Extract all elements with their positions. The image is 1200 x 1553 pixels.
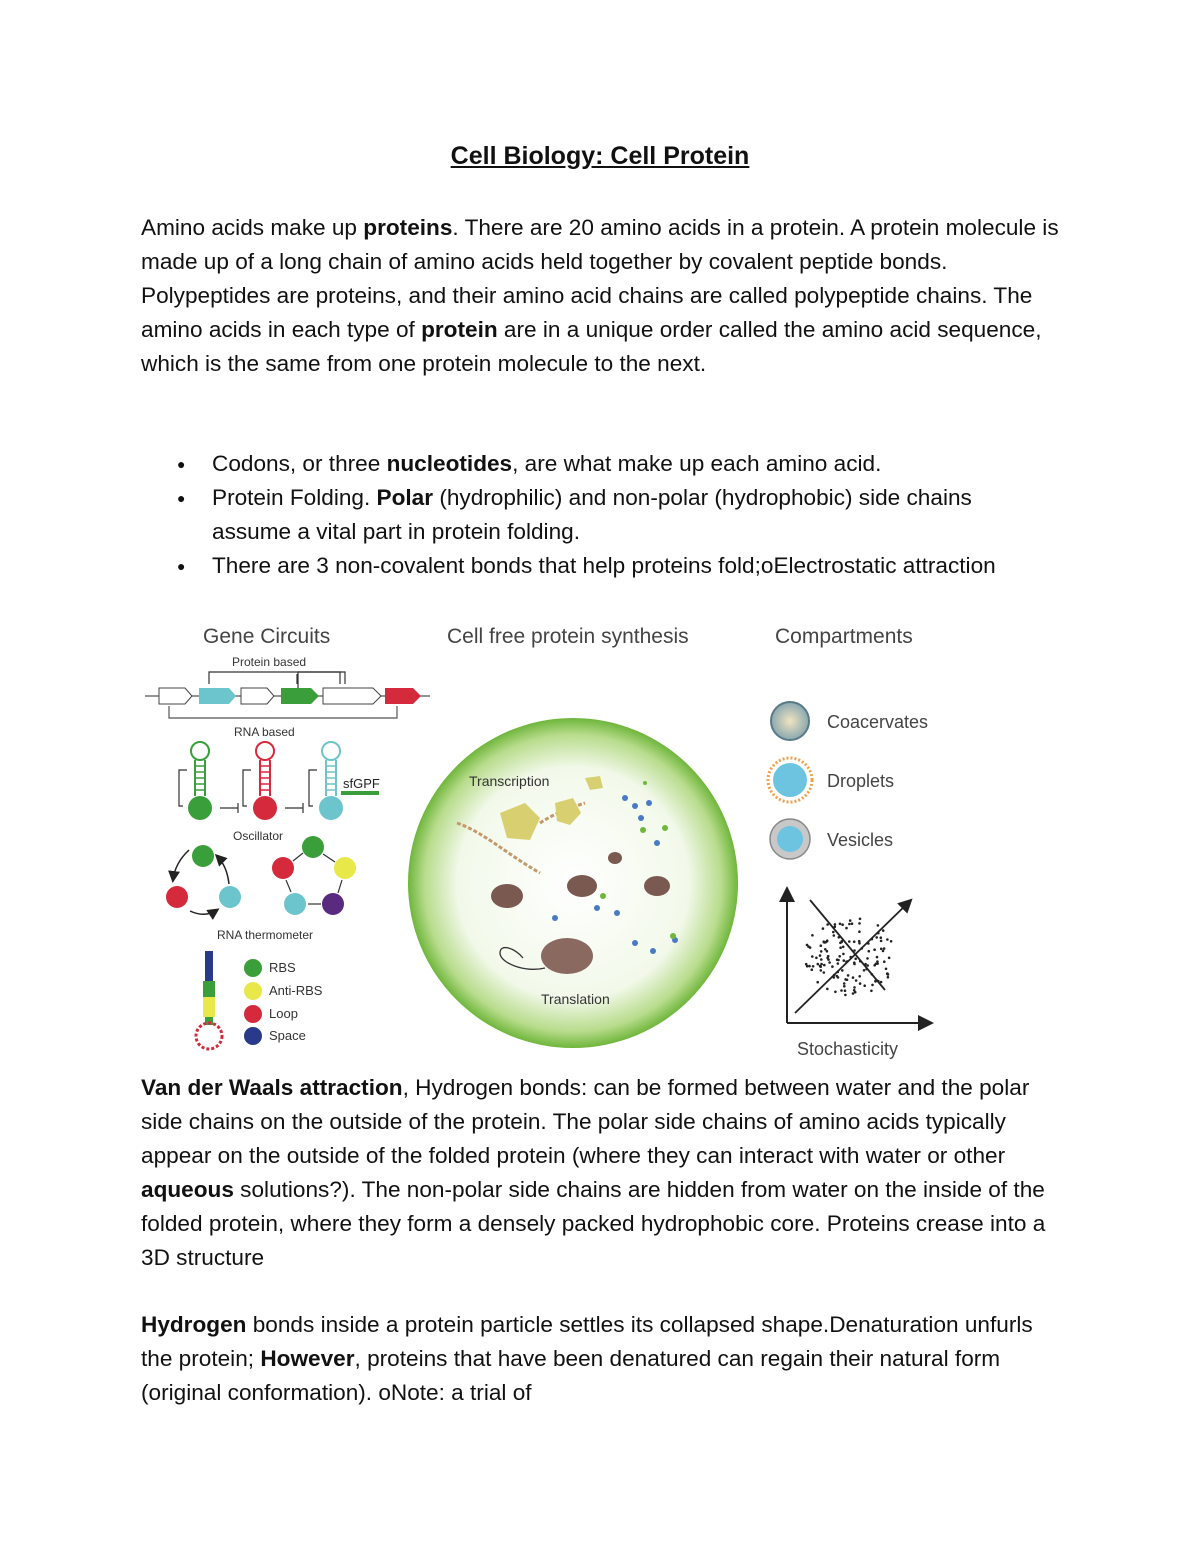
scatter-point (843, 985, 846, 988)
stochasticity-plot (787, 890, 930, 1059)
text-run: solutions?). The non-polar side chains are hidden from water on the inside of the folded protein, where they form a densely packed hydrophobic core. Proteins crease into a 3D structure (141, 1177, 1046, 1270)
legend-space: Space (269, 1028, 306, 1043)
scatter-point (851, 922, 854, 925)
scatter-point (853, 989, 856, 992)
bold-term: However (260, 1346, 355, 1371)
scatter-point (859, 918, 862, 921)
scatter-point (838, 955, 841, 958)
scatter-point (826, 950, 829, 953)
scatter-point (812, 965, 815, 968)
scatter-point (844, 994, 847, 997)
scatter-point (865, 968, 868, 971)
scatter-point (845, 961, 848, 964)
scatter-point (890, 940, 893, 943)
scatter-point (831, 965, 834, 968)
rna-thermometer-label: RNA thermometer (217, 928, 314, 942)
scatter-point (839, 946, 842, 949)
scatter-point (880, 940, 883, 943)
green-node (188, 796, 212, 820)
scatter-point (833, 934, 836, 937)
scatter-point (874, 980, 877, 983)
paragraph-amino-acids (141, 211, 1061, 381)
legend-space-dot (244, 1027, 262, 1045)
scatter-point (863, 969, 866, 972)
scatter-point (808, 965, 811, 968)
scatter-point (823, 971, 826, 974)
bullet-list (141, 447, 1041, 583)
scatter-point (836, 975, 839, 978)
text-run: Codons, or three (212, 451, 387, 476)
scatter-point (867, 942, 870, 945)
scatter-point (852, 992, 855, 995)
scatter-point (811, 955, 814, 958)
scatter-point (853, 961, 856, 964)
scatter-point (849, 919, 852, 922)
scatter-point (843, 982, 846, 985)
scatter-point (838, 936, 841, 939)
scatter-point (853, 949, 856, 952)
list-item (141, 447, 1041, 481)
text-run: , Hydrogen bonds: can be formed between water and the polar side chains on the outside of the protein. The polar side chains of amino acids typically appear on the outside of the folded protein (where they can interact with water or other (141, 1075, 1030, 1168)
scatter-point (877, 924, 880, 927)
scatter-point (868, 950, 871, 953)
scatter-point (842, 946, 845, 949)
scatter-point (805, 963, 808, 966)
scatter-point (820, 963, 823, 966)
scatter-point (811, 934, 814, 937)
scatter-point (858, 940, 861, 943)
scatter-point (859, 960, 862, 963)
bold-term: Van der Waals attraction (141, 1075, 403, 1100)
scatter-point (886, 938, 889, 941)
scatter-point (815, 957, 818, 960)
scatter-point (886, 972, 889, 975)
rna-thermometer (196, 928, 323, 1049)
scatter-point (840, 989, 843, 992)
scatter-point (859, 982, 862, 985)
scatter-point (834, 991, 837, 994)
scatter-point (888, 957, 891, 960)
scatter-point (839, 923, 842, 926)
scatter-point (834, 923, 837, 926)
translation-label: Translation (541, 991, 610, 1007)
scatter-point (873, 948, 876, 951)
scatter-point (880, 936, 883, 939)
scatter-point (833, 974, 836, 977)
scatter-point (822, 927, 825, 930)
heading-cell-free: Cell free protein synthesis (447, 625, 689, 648)
bold-term: aqueous (141, 1177, 234, 1202)
scatter-point (826, 988, 829, 991)
scatter-point (875, 963, 878, 966)
scatter-point (817, 963, 820, 966)
scatter-point (819, 954, 822, 957)
scatter-point (883, 960, 886, 963)
paragraph-van-der-waals (141, 1071, 1061, 1275)
text-run: Amino acids make up (141, 215, 364, 240)
list-item (141, 549, 1041, 583)
text-run: are in a unique order called the amino acid sequence, which is the same from one protein molecule to the next. (141, 317, 1042, 376)
text-run: Protein Folding. (212, 485, 377, 510)
heading-compartments: Compartments (775, 625, 913, 648)
scatter-point (852, 976, 855, 979)
synthetic-biology-figure (145, 618, 945, 1064)
legend-rbs: RBS (269, 960, 296, 975)
scatter-point (820, 958, 823, 961)
scatter-point (876, 956, 879, 959)
bold-term: nucleotides (386, 451, 513, 476)
droplets-label: Droplets (827, 771, 895, 791)
compartments (768, 702, 928, 859)
scatter-point (844, 989, 847, 992)
bold-term: Polar (376, 485, 434, 510)
scatter-point (837, 962, 840, 965)
text-run: , proteins that have been denatured can regain their natural form (original conformation). oNote: a trial of (141, 1346, 1001, 1405)
scatter-point (806, 944, 809, 947)
scatter-point (871, 973, 874, 976)
scatter-point (853, 986, 856, 989)
scatter-point (826, 957, 829, 960)
bold-term: Hydrogen (141, 1312, 247, 1337)
scatter-point (849, 956, 852, 959)
scatter-point (841, 923, 844, 926)
scatter-point (877, 932, 880, 935)
scatter-point (833, 976, 836, 979)
scatter-point (883, 947, 886, 950)
scatter-point (858, 930, 861, 933)
scatter-point (845, 927, 848, 930)
heading-gene-circuits: Gene Circuits (203, 625, 331, 648)
scatter-point (871, 938, 874, 941)
legend-antirbs-dot (244, 982, 262, 1000)
scatter-point (837, 959, 840, 962)
scatter-point (834, 926, 837, 929)
scatter-point (880, 948, 883, 951)
scatter-point (882, 950, 885, 953)
rna-hairpins (179, 742, 380, 820)
scatter-point (844, 978, 847, 981)
scatter-point (861, 947, 864, 950)
scatter-point (811, 968, 814, 971)
text-run: bonds inside a protein particle settles its collapsed shape.Denaturation unfurls the protein; (141, 1312, 1033, 1371)
scatter-point (858, 975, 861, 978)
scatter-point (876, 960, 879, 963)
vesicles-label: Vesicles (827, 830, 894, 850)
protein-based-circuit (145, 655, 430, 739)
scatter-point (841, 969, 844, 972)
text-run: . There are 20 amino acids in a protein. A protein molecule is made up of a long chain of amino acids held together by covalent peptide bonds. Polypeptides are proteins, and their amino acid chains are called polypeptide chains. The amino acids in each type of (141, 215, 1059, 342)
coacervate-icon (771, 702, 809, 740)
scatter-point (826, 940, 829, 943)
cyan-node (319, 796, 343, 820)
scatter-point (887, 976, 890, 979)
scatter-point (866, 957, 869, 960)
legend-rbs-dot (244, 959, 262, 977)
scatter-point (885, 968, 888, 971)
sfgpf-label: sfGPF (343, 776, 380, 791)
bold-term: protein (421, 317, 498, 342)
scatter-point (820, 950, 823, 953)
scatter-point (875, 936, 878, 939)
transcription-label: Transcription (469, 773, 550, 789)
scatter-point (855, 979, 858, 982)
text-run: There are 3 non-covalent bonds that help proteins fold;oElectrostatic attraction (212, 553, 996, 578)
scatter-point (842, 953, 845, 956)
scatter-point (816, 981, 819, 984)
scatter-point (832, 931, 835, 934)
scatter-point (858, 922, 861, 925)
scatter-point (848, 940, 851, 943)
page-title: Cell Biology: Cell Protein (450, 142, 750, 170)
scatter-point (848, 923, 851, 926)
scatter-point (854, 958, 857, 961)
scatter-point (843, 959, 846, 962)
scatter-point (853, 940, 856, 943)
bold-term: proteins (363, 215, 453, 240)
rna-based-label: RNA based (234, 725, 295, 739)
scatter-point (823, 964, 826, 967)
scatter-point (847, 974, 850, 977)
list-item (141, 481, 1041, 549)
scatter-point (880, 981, 883, 984)
scatter-point (871, 984, 874, 987)
cell-free-circle (408, 718, 738, 1048)
scatter-point (819, 965, 822, 968)
scatter-point (822, 940, 825, 943)
scatter-point (820, 944, 823, 947)
scatter-point (826, 923, 829, 926)
protein-based-label: Protein based (232, 655, 307, 669)
text-run: (hydrophilic) and non-polar (hydrophobic) side chains assume a vital part in protein folding. (212, 485, 972, 544)
scatter-point (820, 969, 823, 972)
red-node (253, 796, 277, 820)
legend-loop-dot (244, 1005, 262, 1023)
oscillator-label: Oscillator (233, 829, 284, 843)
text-run: , are what make up each amino acid. (512, 451, 882, 476)
legend-loop: Loop (269, 1006, 298, 1021)
scatter-point (837, 971, 840, 974)
scatter-point (870, 990, 873, 993)
coacervates-label: Coacervates (827, 712, 929, 732)
oscillator (166, 829, 356, 915)
scatter-point (863, 984, 866, 987)
scatter-point (866, 964, 869, 967)
scatter-point (841, 940, 844, 943)
stochasticity-label: Stochasticity (797, 1039, 899, 1059)
paragraph-hydrogen (141, 1308, 1061, 1410)
legend-antirbs: Anti-RBS (269, 983, 323, 998)
scatter-point (882, 929, 885, 932)
scatter-point (828, 961, 831, 964)
